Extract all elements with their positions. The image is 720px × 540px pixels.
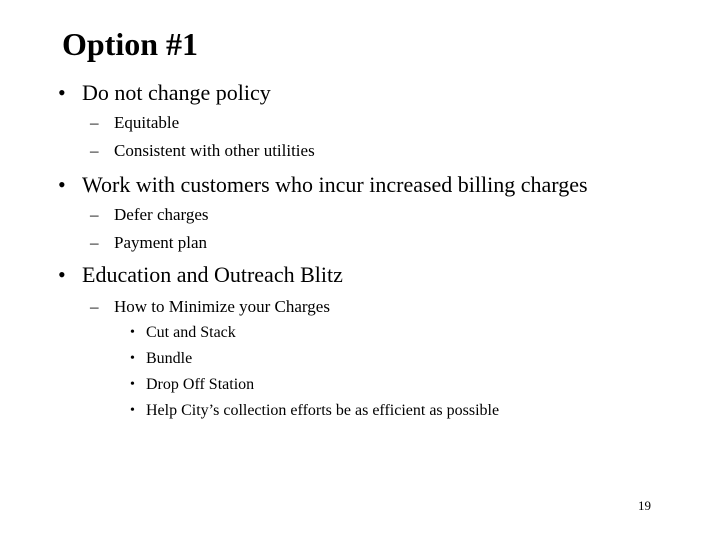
sub-sub-bullet-item bbox=[130, 349, 670, 369]
sub-bullet-text: Payment plan bbox=[114, 233, 208, 252]
sub-bullet-item bbox=[90, 140, 650, 162]
sub-bullet-text: Consistent with other utilities bbox=[114, 141, 315, 160]
sub-bullet-text: Defer charges bbox=[114, 205, 209, 224]
sub-sub-bullet-text: Help City’s collection efforts be as efficient as possible bbox=[146, 402, 500, 419]
sub-sub-bullet-item bbox=[130, 375, 670, 395]
bullet-marker: • bbox=[58, 172, 66, 197]
sub-sub-bullet-text: Bundle bbox=[146, 350, 193, 367]
sub-bullet-item bbox=[90, 232, 650, 254]
dash-marker: – bbox=[90, 205, 99, 224]
bullet-marker: • bbox=[130, 325, 135, 340]
sub-bullet-text: How to Minimize your Charges bbox=[114, 297, 330, 316]
sub-bullet-text: Equitable bbox=[114, 113, 180, 132]
bullet-marker: • bbox=[130, 351, 135, 366]
bullet-item bbox=[58, 80, 678, 106]
bullet-marker: • bbox=[130, 403, 135, 418]
dash-marker: – bbox=[90, 297, 99, 316]
slide-title: Option #1 bbox=[62, 26, 199, 62]
sub-bullet-item bbox=[90, 204, 650, 226]
bullet-text: Education and Outreach Blitz bbox=[82, 262, 343, 287]
bullet-item bbox=[58, 172, 678, 198]
bullet-marker: • bbox=[58, 262, 66, 287]
page-number: 19 bbox=[638, 498, 651, 513]
sub-bullet-item bbox=[90, 296, 650, 318]
sub-sub-bullet-text: Cut and Stack bbox=[146, 324, 236, 341]
dash-marker: – bbox=[90, 233, 99, 252]
sub-sub-bullet-item bbox=[130, 401, 670, 421]
bullet-item bbox=[58, 262, 678, 288]
dash-marker: – bbox=[90, 113, 99, 132]
sub-sub-bullet-text: Drop Off Station bbox=[146, 376, 255, 393]
bullet-text: Do not change policy bbox=[82, 80, 271, 105]
bullet-text: Work with customers who incur increased billing charges bbox=[82, 172, 588, 197]
sub-bullet-item bbox=[90, 112, 650, 134]
bullet-marker: • bbox=[58, 80, 66, 105]
dash-marker: – bbox=[90, 141, 99, 160]
sub-sub-bullet-item bbox=[130, 323, 670, 343]
bullet-marker: • bbox=[130, 377, 135, 392]
